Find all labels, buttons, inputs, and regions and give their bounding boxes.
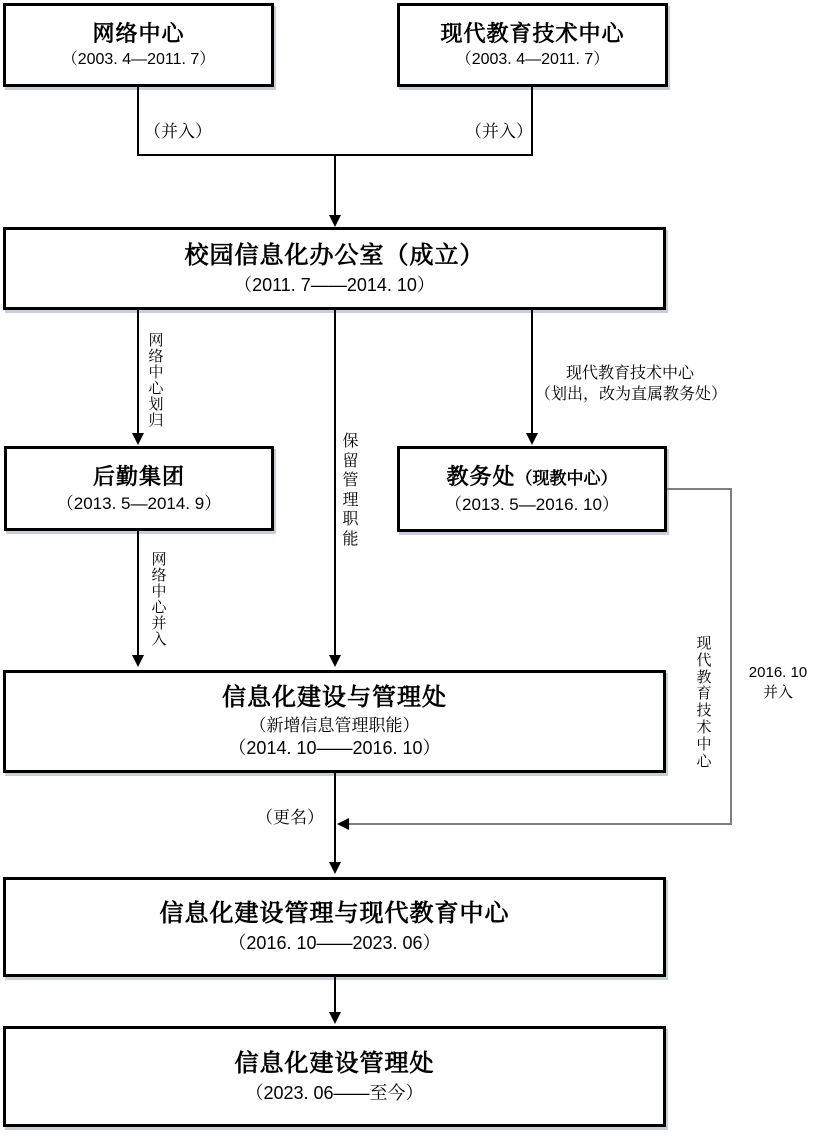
label-modern-edu-divest [535,364,728,406]
label-merge-2016-action: 并入 [762,683,793,701]
connector-merge-back-horizontal [346,823,732,825]
box-info-construction-mgmt-office [3,1026,666,1127]
label-merge-2016-date: 2016. 10 [748,664,808,681]
box-info-construction-and-mgmt-office-title: 信息化建设与管理处 [222,684,447,712]
box-academic-affairs-office [397,446,667,532]
connector-final-down [334,977,336,1013]
box-info-construction-and-mgmt-office [3,670,666,773]
box-info-mgmt-and-modern-edu-center [3,877,666,977]
box-network-center-dates: （2003. 4—2011. 7） [61,51,216,69]
arrowhead-into-logistics [132,433,144,445]
arrowhead-retain-into-info-office [329,655,341,667]
arrowhead-logistics-into-info-office [132,655,144,667]
box-modern-edu-tech-center-dates: （2003. 4—2011. 7） [455,51,610,69]
connector-rename-down [334,773,336,863]
label-modern-edu-divest-line1: 现代教育技术中心 [565,365,694,382]
connector-logistics-down [137,531,139,657]
arrowhead-into-campus-office [329,215,341,227]
box-network-center-title: 网络中心 [92,20,185,46]
box-info-mgmt-and-modern-edu-center-dates: （2016. 10——2023. 06） [228,933,441,954]
box-campus-informatization-office [3,227,666,310]
label-merge-in-right: （并入） [465,122,533,141]
label-modern-edu-tech-center-vertical: 现代教育技术中心 [696,635,712,770]
box-academic-affairs-office-dates: （2013. 5—2016. 10） [445,494,619,514]
box-academic-affairs-office-title-sub: （现教中心） [515,469,618,489]
box-logistics-group-dates: （2013. 5—2014. 9） [56,494,222,514]
connector-merge-down [334,154,336,216]
connector-academic-affairs-vertical [730,488,732,825]
box-campus-informatization-office-title: 校园信息化办公室（成立） [184,241,485,269]
box-info-construction-and-mgmt-office-note: （新增信息管理职能） [249,716,420,736]
label-modern-edu-divest-line2: （划出，改为直属教务处） [535,385,728,403]
arrowhead-into-final-office [329,1012,341,1024]
box-info-construction-and-mgmt-office-dates: （2014. 10——2016. 10） [228,738,441,759]
label-network-center-merge: 网络中心并入 [151,551,167,649]
connector-retain-functions [334,310,336,656]
box-modern-edu-tech-center-title: 现代教育技术中心 [440,20,625,46]
label-merge-2016 [743,663,813,702]
label-retain-mgmt-functions: 保留管理职能 [342,433,359,548]
label-network-center-transfer: 网络中心划归 [148,332,164,430]
arrowhead-merge-back [337,818,349,830]
arrowhead-into-info-mgmt-modern-edu [329,862,341,874]
label-rename: （更名） [256,808,324,827]
connector-to-logistics [137,310,139,434]
box-logistics-group-title: 后勤集团 [92,463,185,489]
connector-network-center-down [137,87,139,156]
box-campus-informatization-office-dates: （2011. 7——2014. 10） [234,274,435,295]
box-info-construction-mgmt-office-title: 信息化建设管理处 [234,1049,435,1077]
box-info-mgmt-and-modern-edu-center-title: 信息化建设管理与现代教育中心 [159,900,510,928]
box-academic-affairs-office-title [446,463,617,491]
box-network-center [3,3,274,87]
connector-to-academic-affairs [531,310,533,434]
box-logistics-group [4,446,274,531]
box-academic-affairs-office-title-main: 教务处 [446,464,516,490]
box-info-construction-mgmt-office-dates: （2023. 06——至今） [245,1082,424,1103]
box-modern-edu-tech-center [397,3,668,87]
connector-academic-affairs-right [667,488,732,490]
arrowhead-into-academic-affairs [526,433,538,445]
label-merge-in-left: （并入） [144,122,212,141]
